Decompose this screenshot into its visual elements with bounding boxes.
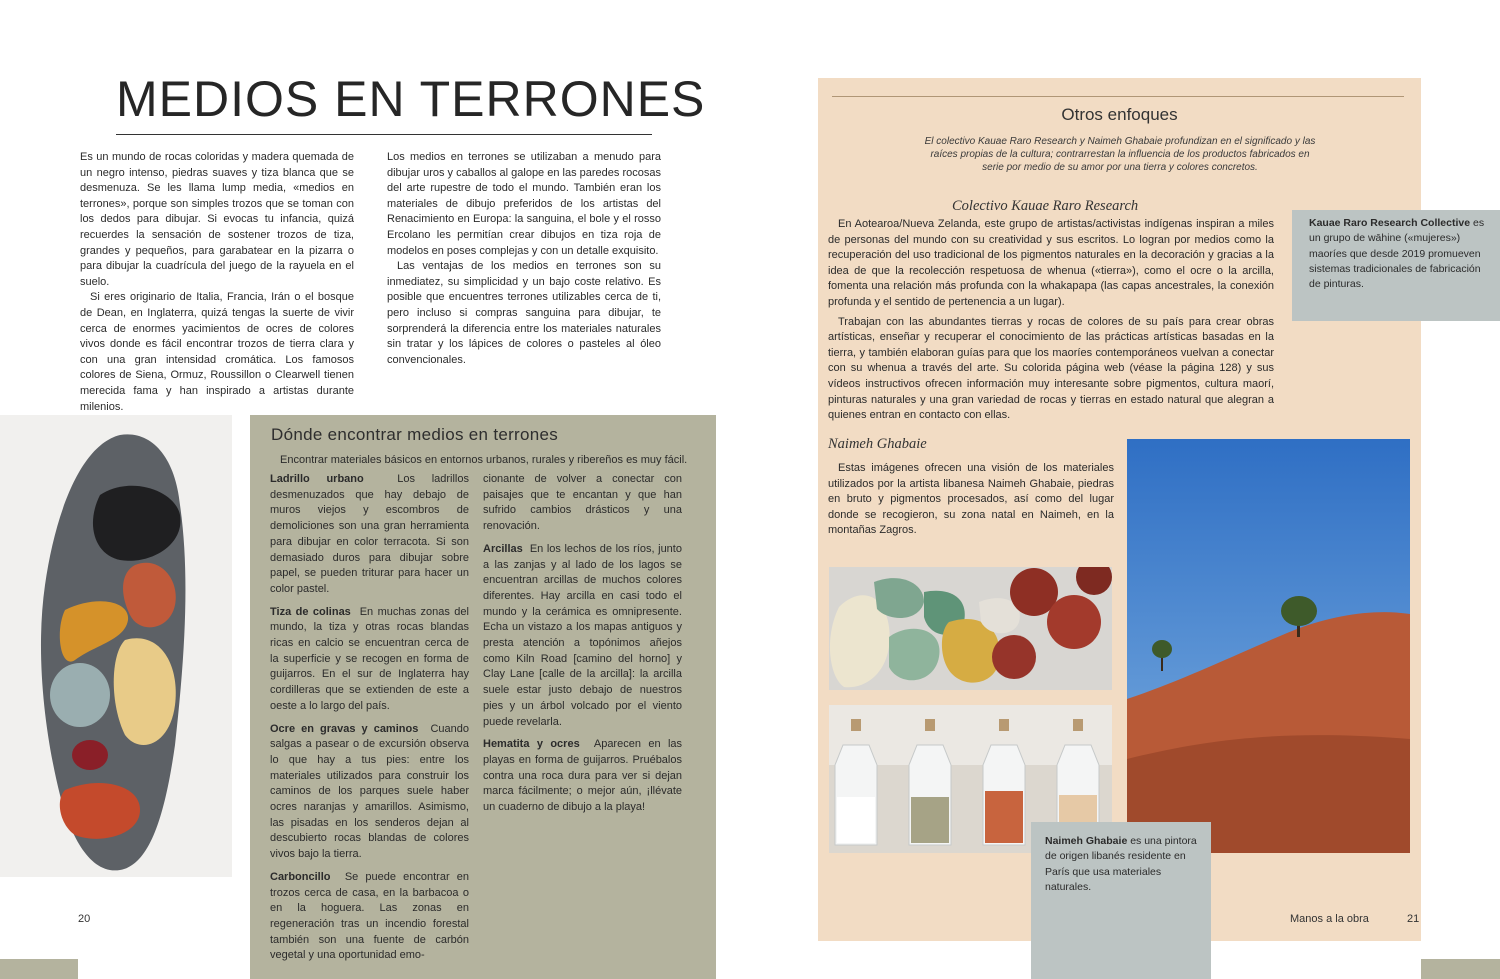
- list-item: [483, 737, 682, 816]
- box-top-rule: [832, 96, 1404, 97]
- list-item: cionante de volver a conectar con paisajes que te encantan y que han sufrido cambios drásticos y una renovación.: [483, 473, 682, 533]
- item-text: Se puede encontrar en trozos cerca de casa, en la barbacoa o en la hoguera. Las zonas en regeneración tras un incendio forestal también son una fuente de carbón vegetal y una oportunidad emo-: [270, 870, 469, 962]
- intro-paragraph: Si eres originario de Italia, Francia, Irán o el bosque de Dean, en Inglaterra, quizá tengas la suerte de vivir cerca de enormes yacimientos de ocres de colores vivos donde es fácil encontrar trozos de tierra clara y con una gran intensidad cromática. Los famosos colores de Siena, Ormuz, Roussillon o Clearwell tienen merecida fama y han inspirado a artistas durante milenios.: [80, 291, 354, 413]
- list-item: [270, 870, 469, 964]
- box-column-left: [270, 472, 469, 971]
- item-text: En los lechos de los ríos, junto a las zanjas y al lado de los lagos se encuentran arcillas de muchos colores diferentes. Hay arcilla en casi todo el mundo y la cerámica es omnipresente. Echa un vistazo a los mapas antiguos y presta atención a topónimos añejos como Kiln Road [camino del horno] y Clay Lane [calle de la arcilla]: la arcilla suele estar justo debajo de nuestros pies y un árbol volcado por el viento puede revelarla.: [483, 542, 682, 728]
- note-text: es una pintora de origen libanés residente en París que usa materiales naturales.: [1045, 835, 1197, 893]
- kauae-paragraph: En Aotearoa/Nueva Zelanda, este grupo de artistas/activistas indígenas inspiran a miles de personas del mundo con su creatividad y sus escritos. Lo logran por medios como la recuperación del uso tradicional de los pigmentos naturales en la decoración y gracias a la idea de que la recolección respetuosa de whenua («tierra»), como el ocre o la arcilla, fomenta una relación más profunda con la whakapapa (las capas ancestrales, la conexión profunda y el sentido de pertenencia a un lugar).: [828, 218, 1274, 308]
- item-text: Cuando salgas a pasear o de excursión observa lo que hay a tus pies: entre los materiales utilizados para construir los caminos de los parques suele haber ocres naranjas y amarillos. Asimismo, las pisadas en los senderos dejan al descubierto rocas blandas de colores vivos bajo la tierra.: [270, 722, 469, 861]
- where-to-find-box: [250, 415, 716, 979]
- item-text: En muchas zonas del mundo, la tiza y otras rocas blandas ricas en calcio se encuentran cerca de la superficie y se recogen en forma de guijarros. En el sur de Inglaterra hay cordilleras que se extienden de este a oeste a lo largo del país.: [270, 605, 469, 712]
- box-column-right: [483, 472, 682, 823]
- list-item: [270, 605, 469, 715]
- list-item: [270, 472, 469, 598]
- item-text: Aparecen en las playas en forma de guijarros. Pruébalos contra una roca dura para ver si dejan marca fácilmente; o mejor aún, ¡llévate un cuaderno de dibujo a la playa!: [483, 738, 683, 814]
- intro-column-2: [387, 150, 661, 368]
- box-intro: Encontrar materiales básicos en entornos urbanos, rurales y ribereños es muy fácil.: [280, 454, 688, 466]
- raw-stones-photo: [829, 567, 1112, 690]
- page-number-right: 21: [1407, 913, 1420, 925]
- item-term: Ladrillo urbano: [270, 473, 364, 485]
- footer-color-block: [1421, 959, 1500, 979]
- list-item: [483, 542, 682, 730]
- page-title: MEDIOS EN TERRONES: [116, 71, 706, 127]
- kauae-sidebar-note: [1292, 210, 1500, 321]
- item-term: Hematita y ocres: [483, 738, 580, 751]
- item-term: Ocre en gravas y caminos: [270, 722, 419, 735]
- intro-paragraph: Las ventajas de los medios en terrones son su inmediatez, su simplicidad y un bajo coste relativo. Es posible que encuentres terrones utilizables cerca de ti, pero incluso si compras sanguina para dibujar, te sorprenderá la diferencia entre los materiales naturales sin tratar y los lápices de colores o pasteles al óleo convencionales.: [387, 260, 661, 366]
- box-heading: Dónde encontrar medios en terrones: [271, 425, 559, 444]
- naimeh-text: [828, 461, 1114, 539]
- naimeh-sidebar-note: [1031, 822, 1211, 979]
- item-term: Tiza de colinas: [270, 605, 351, 618]
- note-name: Naimeh Ghabaie: [1045, 835, 1128, 847]
- section-heading-kauae: Colectivo Kauae Raro Research: [952, 198, 1139, 214]
- footer-color-block: [0, 959, 78, 979]
- title-rule: [116, 134, 652, 135]
- list-item: [270, 722, 469, 863]
- box-subtitle: El colectivo Kauae Raro Research y Naimeh Ghabaie profundizan en el significado y las raíces propias de la cultura; contrarrestan la influencia de los productos fabricados en serie por medio de su amor por una tierra y colores concretos.: [924, 136, 1316, 173]
- page-number-left: 20: [78, 913, 91, 925]
- naimeh-paragraph: Estas imágenes ofrecen una visión de los materiales utilizados por la artista libanesa Naimeh Ghabaie, piedras en bruto y pigmentos procesados, así como del lugar donde se recogieron, su zona natal en Naimeh, en la montañas Zagros.: [828, 462, 1114, 537]
- section-heading-naimeh: Naimeh Ghabaie: [828, 436, 927, 452]
- note-name: Kauae Raro Research Collective: [1309, 217, 1471, 229]
- intro-column-1: [80, 150, 354, 415]
- item-text: Los ladrillos desmenuzados que hay debajo de muros viejos y escombros de demoliciones son una gran herramienta para dibujar en color terracota. Si son demasiado duros para dibujar sobre papel, se pueden triturar para hacer un color pastel.: [270, 473, 469, 595]
- kauae-paragraph: Trabajan con las abundantes tierras y rocas de colores de su país para crear obras artísticas, enseñar y recuperar el conocimiento de las prácticas artísticas basadas en la tierra, y también elaboran guías para que los maoríes contemporáneos vuelvan a conectar con su whenua a través del arte. Su colorida página web (véase la página 128) y sus vídeos instructivos ofrecen información muy interesante sobre pigmentos, cultura maorí, pinturas naturales y una gran variedad de rocas y tierras en estado natural que alegran a quienes entran en contacto con ellas.: [828, 315, 1274, 422]
- item-term: Carboncillo: [270, 870, 331, 883]
- footer-section-label: Manos a la obra: [1290, 913, 1369, 925]
- intro-paragraph: Es un mundo de rocas coloridas y madera quemada de un negro intenso, piedras suaves y tiza blanca que se desmenuza. Se les llama lump media, «medios en terrones», porque son simples trozos que se toman con los dedos para dibujar. Si evocas tu infancia, quizá recuerdes la sensación de sostener trozos de tiza, grandes y pequeños, para garabatear en la pizarra o para dibujar la cuadrícula del juego de la rayuela en el suelo.: [80, 151, 354, 288]
- kauae-text: [828, 217, 1274, 424]
- item-term: Arcillas: [483, 542, 523, 555]
- box-title: Otros enfoques: [1061, 105, 1178, 124]
- intro-paragraph: Los medios en terrones se utilizaban a menudo para dibujar uros y caballos al galope en las paredes rocosas del arte rupestre de todo el mundo. También eran los materiales de dibujo preferidos de los artistas del Renacimiento en Europa: la sanguina, el bole y el rosso Ercolano les permitían crear dibujos en tiza roja de modelos en poses complejas y con un detalle exquisito.: [387, 151, 661, 257]
- note-text: es un grupo de wāhine («mujeres») maoríes que desde 2019 promueven sistemas tradicionales de fabricación de pinturas.: [1309, 217, 1485, 291]
- rocks-on-slate-photo: [0, 415, 232, 877]
- zagros-landscape-photo: [1127, 439, 1410, 853]
